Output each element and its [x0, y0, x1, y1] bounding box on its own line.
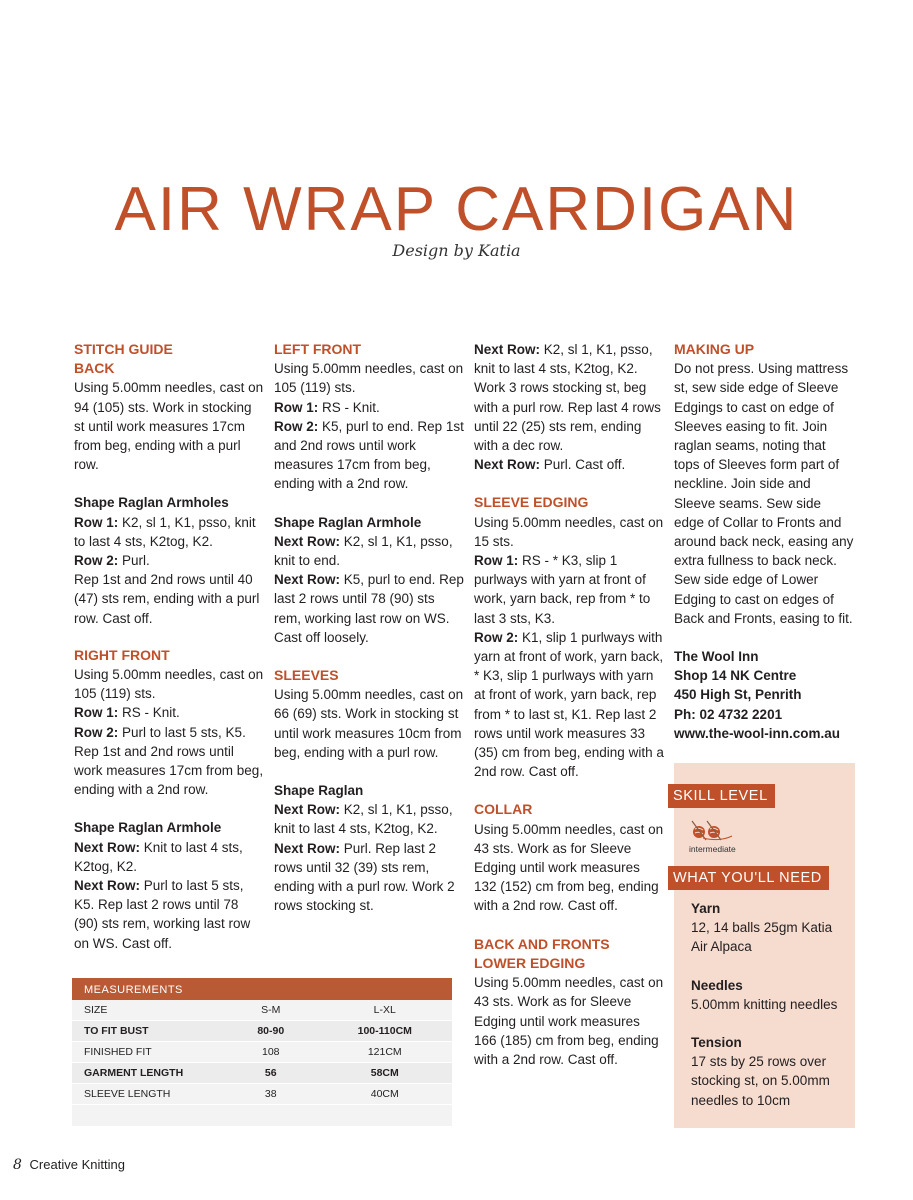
sleeves-text: Using 5.00mm needles, cast on 66 (69) sts. Work in stocking st until work measures 10cm from beg, ending with a purl row. [274, 687, 464, 760]
row-sm: 108 [224, 1042, 318, 1063]
row-label: SIZE [72, 1000, 224, 1021]
back-rep-text: Rep 1st and 2nd rows until 40 (47) sts rem, ending with a purl row. Cast off. [74, 572, 260, 626]
lower-edging-heading-1: BACK AND FRONTS [474, 935, 610, 952]
row-sm: 56 [224, 1063, 318, 1084]
tension-heading: Tension [691, 1035, 742, 1051]
right-front-heading: RIGHT FRONT [74, 646, 170, 663]
lf-next-row-2: Next Row: K5, purl to end. Rep last 2 rows until 78 (90) sts rem, working last row on WS. Cast off loosely. [274, 572, 464, 645]
yarn-text: 12, 14 balls 25gm Katia Air Alpaca [691, 920, 833, 955]
shop-address-2: 450 High St, Penrith [674, 687, 802, 703]
right-front-row1: Row 1: RS - Knit. [74, 705, 180, 721]
sleeves-final-row: Next Row: Purl. Cast off. [474, 457, 626, 473]
shop-phone: Ph: 02 4732 2201 [674, 706, 783, 722]
lower-edging-text: Using 5.00mm needles, cast on 43 sts. Work as for Sleeve Edging until work measures 166 (185) cm from beg, ending with a 2nd row. Cast off. [474, 975, 664, 1067]
designer-byline: Design by Katia [392, 241, 521, 260]
rf-next-row-2: Next Row: Purl to last 5 sts, K5. Rep last 2 rows until 78 (90) sts rem, working last row on WS. Cast off. [74, 878, 251, 951]
lf-next-row-1: Next Row: K2, sl 1, K1, psso, knit to end. [274, 533, 453, 569]
lower-edging-heading-2: LOWER EDGING [474, 954, 586, 971]
row-label: SLEEVE LENGTH [72, 1084, 224, 1105]
back-text: Using 5.00mm needles, cast on 94 (105) sts. Work in stocking st until work measures 17cm from beg, ending with a purl row. [74, 380, 264, 473]
left-front-row1: Row 1: RS - Knit. [274, 399, 380, 415]
page-title: AIR WRAP CARDIGAN [114, 175, 799, 244]
sleeve-edging-row2: Row 2: K1, slip 1 purlways with yarn at front of work, yarn back, * K3, slip 1 purlways with yarn at front of work, yarn back, rep from * to last st, K1. Rep last 2 rows until work measures 33 (35) cm from beg, ending with a 2nd row. Cast off. [474, 629, 664, 780]
row-sm: 38 [224, 1084, 318, 1105]
sleeves-heading: SLEEVES [274, 667, 339, 684]
row-lxl: 100-110CM [318, 1021, 452, 1042]
shape-raglan-armholes-heading: Shape Raglan Armholes [74, 495, 229, 511]
right-front-text: Using 5.00mm needles, cast on 105 (119) sts. [74, 667, 264, 702]
column-3 [474, 340, 664, 1069]
left-front-text: Using 5.00mm needles, cast on 105 (119) sts. [274, 361, 464, 396]
requirements [691, 899, 851, 1110]
measurements-heading: MEASUREMENTS [72, 978, 452, 1000]
back-row2: Row 2: Purl. [74, 553, 150, 569]
sleeves-next-row-1: Next Row: K2, sl 1, K1, psso, knit to last 4 sts, K2tog, K2. [274, 802, 453, 837]
table-row [72, 1063, 452, 1084]
sleeve-edging-text: Using 5.00mm needles, cast on 15 sts. [474, 514, 664, 549]
needles-text: 5.00mm knitting needles [691, 996, 838, 1012]
row-label: GARMENT LENGTH [72, 1063, 224, 1084]
collar-text: Using 5.00mm needles, cast on 43 sts. Work as for Sleeve Edging until work measures 132 (152) cm from beg, ending with a 2nd row. Cast off. [474, 821, 664, 914]
shop-address-1: Shop 14 NK Centre [674, 668, 797, 684]
column-1 [74, 340, 264, 953]
row-label: TO FIT BUST [72, 1021, 224, 1042]
page-footer [13, 1157, 125, 1173]
left-front-row2: Row 2: K5, purl to end. Rep 1st and 2nd rows until work measures 17cm from beg, ending with a 2nd row. [274, 418, 464, 492]
right-front-row2: Row 2: Purl to last 5 sts, K5. Rep 1st and 2nd rows until work measures 17cm from beg, ending with a 2nd row. [74, 724, 264, 798]
table-row [72, 1000, 452, 1021]
yarn-balls-icon [690, 818, 736, 844]
row-lxl: 121CM [318, 1042, 452, 1063]
yarn-heading: Yarn [691, 901, 721, 916]
sleeve-edging-row1: Row 1: RS - * K3, slip 1 purlways with yarn at front of work, yarn back, rep from * to last 3 sts, K3. [474, 553, 651, 626]
skill-level-label: intermediate [689, 844, 736, 854]
table-row [72, 1084, 452, 1105]
shop-name: The Wool Inn [674, 649, 759, 665]
table-row [72, 1042, 452, 1063]
table-row [72, 1021, 452, 1042]
row-sm: S-M [224, 1000, 318, 1021]
what-youll-need-tag: WHAT YOU'LL NEED [668, 866, 829, 890]
back-heading: BACK [74, 360, 115, 377]
lf-shape-raglan-heading: Shape Raglan Armhole [274, 514, 422, 530]
collar-heading: COLLAR [474, 801, 533, 818]
row-lxl: 58CM [318, 1063, 452, 1084]
shop-website: www.the-wool-inn.com.au [674, 725, 840, 741]
left-front-heading: LEFT FRONT [274, 341, 362, 357]
row-lxl: L-XL [318, 1000, 452, 1021]
rf-shape-raglan-heading: Shape Raglan Armhole [74, 820, 222, 836]
needles-heading: Needles [691, 977, 743, 993]
skill-level-tag: SKILL LEVEL [668, 784, 775, 808]
sleeve-edging-heading: SLEEVE EDGING [474, 494, 589, 511]
row-label: FINISHED FIT [72, 1042, 224, 1063]
row-sm: 80-90 [224, 1021, 318, 1042]
making-up-heading: MAKING UP [674, 341, 755, 357]
magazine-name: Creative Knitting [29, 1157, 125, 1172]
page-number: 8 [13, 1157, 22, 1173]
measurements-grid [72, 1000, 452, 1105]
back-row1: Row 1: K2, sl 1, K1, psso, knit to last 4 sts, K2tog, K2. [74, 514, 256, 549]
column-2 [274, 340, 464, 915]
tension-text: 17 sts by 25 rows over stocking st, on 5.00mm needles to 10cm [691, 1054, 830, 1108]
sleeves-continued-row: Next Row: K2, sl 1, K1, psso, knit to last 4 sts, K2tog, K2. Work 3 rows stocking st, beg with a purl row. Rep last 4 rows until 22 (25) sts rem, ending with a dec row. [474, 342, 661, 454]
sleeves-shape-raglan-heading: Shape Raglan [274, 783, 364, 799]
column-4 [674, 340, 854, 743]
making-up-text: Do not press. Using mattress st, sew side edge of Sleeve Edgings to cast on edge of Sleeves easing to fit. Join raglan seams, noting that tops of Sleeves form part of neckline. Join side and Sleeve seams. Sew side edge of Collar to Fronts and around back neck, easing any extra fullness to back neck. Sew side edge of Lower Edging to cast on edges of Back and Fronts, easing to fit. [674, 361, 854, 626]
measurements-table [72, 978, 452, 1126]
stitch-guide-heading: STITCH GUIDE [74, 341, 173, 357]
rf-next-row-1: Next Row: Knit to last 4 sts, K2tog, K2. [74, 839, 243, 874]
sleeves-next-row-2: Next Row: Purl. Rep last 2 rows until 32 (39) sts rem, ending with a purl row. Work 2 rows stocking st. [274, 840, 455, 914]
row-lxl: 40CM [318, 1084, 452, 1105]
